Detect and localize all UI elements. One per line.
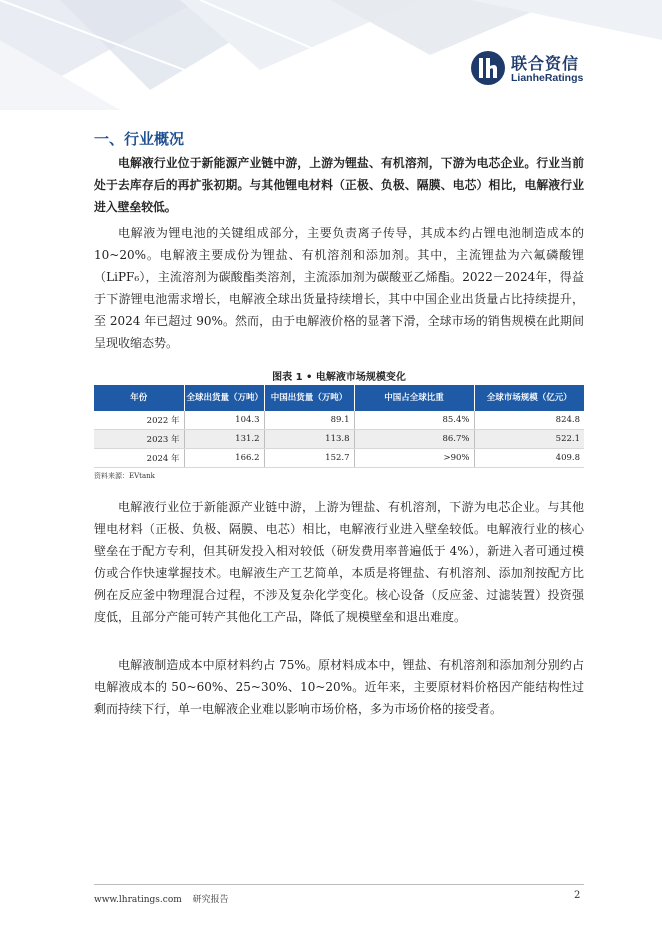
market-size-table	[94, 385, 584, 468]
cell-year: 2022 年	[94, 411, 184, 430]
cell-china-shipment: 152.7	[264, 449, 354, 468]
table-source: 资料来源：EVtank	[94, 472, 155, 480]
cell-market-size: 824.8	[474, 411, 584, 430]
cell-global-shipment: 166.2	[184, 449, 264, 468]
cell-china-share: >90%	[354, 449, 474, 468]
header-global-market-size: 全球市场规模（亿元）	[474, 385, 584, 411]
section-title: 一、行业概况	[94, 130, 185, 148]
footer-label: 研究报告	[192, 895, 229, 905]
table-row	[94, 411, 584, 430]
cell-china-share: 85.4%	[354, 411, 474, 430]
footer-divider	[94, 884, 584, 885]
header-china-share: 中国占全球比重	[354, 385, 474, 411]
page-number: 2	[574, 890, 581, 901]
cell-global-shipment: 131.2	[184, 430, 264, 449]
footer-url[interactable]: www.lhratings.com	[94, 895, 182, 905]
logo	[470, 50, 600, 90]
summary-paragraph: 电解液行业位于新能源产业链中游，上游为锂盐、有机溶剂，下游为电芯企业。行业当前处于去库存后的再扩张初期。与其他锂电材料（正极、负极、隔膜、电芯）相比，电解液行业进入壁垒较低。	[94, 156, 584, 214]
footer-site	[94, 892, 229, 905]
lianhe-logo-icon	[470, 50, 506, 86]
logo-english-name: LianheRatings	[511, 72, 584, 84]
table-header-row	[94, 385, 584, 411]
body-paragraph-1: 电解液为锂电池的关键组成部分，主要负责离子传导，其成本约占锂电池制造成本的 10~20%。电解液主要成份为锂盐、有机溶剂和添加剂。其中，主流锂盐为六氟磷酸锂（LiPF₆），主流溶剂为碳酸酯类溶剂，主流添加剂为碳酸亚乙烯酯。2022－2024年，得益于下游锂电池需求增长，电解液全球出货量持续增长，其中中国企业出货量占比持续提升，至 2024 年已超过 90%。然而，由于电解液价格的显著下滑，全球市场的销售规模在此期间呈现收缩态势。	[94, 226, 584, 350]
cell-china-shipment: 113.8	[264, 430, 354, 449]
cell-market-size: 522.1	[474, 430, 584, 449]
header-global-shipment: 全球出货量（万吨）	[184, 385, 264, 411]
header-year: 年份	[94, 385, 184, 411]
table-caption: 图表 1 • 电解液市场规模变化	[272, 372, 406, 383]
cell-year: 2023 年	[94, 430, 184, 449]
header-china-shipment: 中国出货量（万吨）	[264, 385, 354, 411]
body-paragraph-3: 电解液制造成本中原材料约占 75%。原材料成本中，锂盐、有机溶剂和添加剂分别约占电解液成本的 50~60%、25~30%、10~20%。近年来，主要原材料价格因产能结构性过剩而持续下行，单一电解液企业难以影响市场价格，多为市场价格的接受者。	[94, 658, 584, 716]
table-row	[94, 430, 584, 449]
cell-market-size: 409.8	[474, 449, 584, 468]
cell-china-shipment: 89.1	[264, 411, 354, 430]
cell-global-shipment: 104.3	[184, 411, 264, 430]
cell-china-share: 86.7%	[354, 430, 474, 449]
body-paragraph-2: 电解液行业位于新能源产业链中游，上游为锂盐、有机溶剂，下游为电芯企业。与其他锂电材料（正极、负极、隔膜、电芯）相比，电解液行业进入壁垒较低。电解液行业的核心壁垒在于配方专利，但其研发投入相对较低（研发费用率普遍低于 4%），新进入者可通过模仿或合作快速掌握技术。电解液生产工艺简单，本质是将锂盐、有机溶剂、添加剂按配方比例在反应釜中物理混合过程，不涉及复杂化学变化。核心设备（反应釜、过滤装置）投资强度低，且部分产能可转产其他化工产品，降低了规模壁垒和退出难度。	[94, 500, 584, 624]
table-row	[94, 449, 584, 468]
cell-year: 2024 年	[94, 449, 184, 468]
logo-chinese-name: 联合资信	[511, 54, 580, 73]
